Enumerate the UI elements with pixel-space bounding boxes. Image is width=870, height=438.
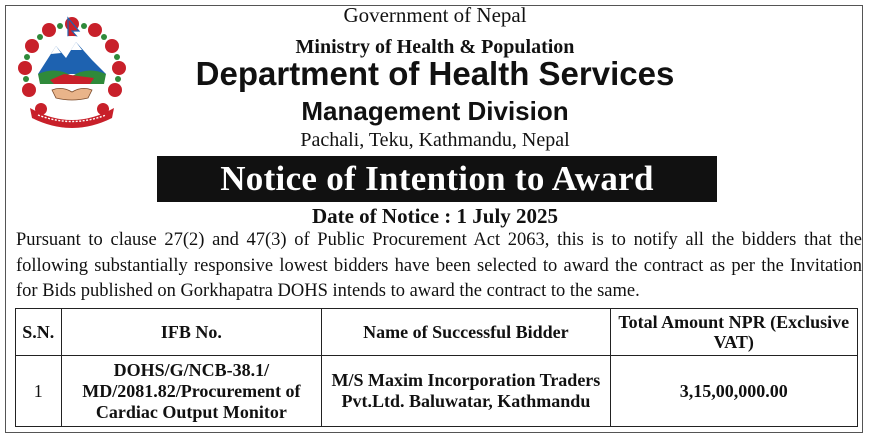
department-name: Department of Health Services	[195, 55, 675, 92]
notice-body: Pursuant to clause 27(2) and 47(3) of Public Procurement Act 2063, this is to notify all the bidders that the following substantially responsive lowest bidders have been selected to award the contract as per the Invitation for Bids published on Gorkhapatra DOHS intends to award the contract to the same.	[16, 230, 862, 301]
cell-ifb-no: DOHS/G/NCB-38.1/ MD/2081.82/Procurement of Cardiac Output Monitor	[61, 356, 322, 427]
table-row	[16, 356, 858, 427]
notice-date: Date of Notice : 1 July 2025	[311, 204, 559, 228]
ministry-name: Ministry of Health & Population	[295, 36, 575, 58]
notice-title: Notice of Intention to Award	[157, 156, 717, 202]
header-ifb-no: IFB No.	[61, 309, 322, 356]
header-amount: Total Amount NPR (Exclusive VAT)	[610, 309, 858, 356]
cell-bidder: M/S Maxim Incorporation Traders Pvt.Ltd. Baluwatar, Kathmandu	[322, 356, 610, 427]
table-header-row	[16, 309, 858, 356]
division-name: Management Division	[301, 96, 569, 126]
cell-sn: 1	[16, 356, 62, 427]
award-table	[15, 308, 858, 427]
government-name: Government of Nepal	[343, 3, 527, 27]
header-bidder: Name of Successful Bidder	[322, 309, 610, 356]
office-address: Pachali, Teku, Kathmandu, Nepal	[300, 129, 570, 151]
header-sn: S.N.	[16, 309, 62, 356]
cell-amount: 3,15,00,000.00	[610, 356, 858, 427]
